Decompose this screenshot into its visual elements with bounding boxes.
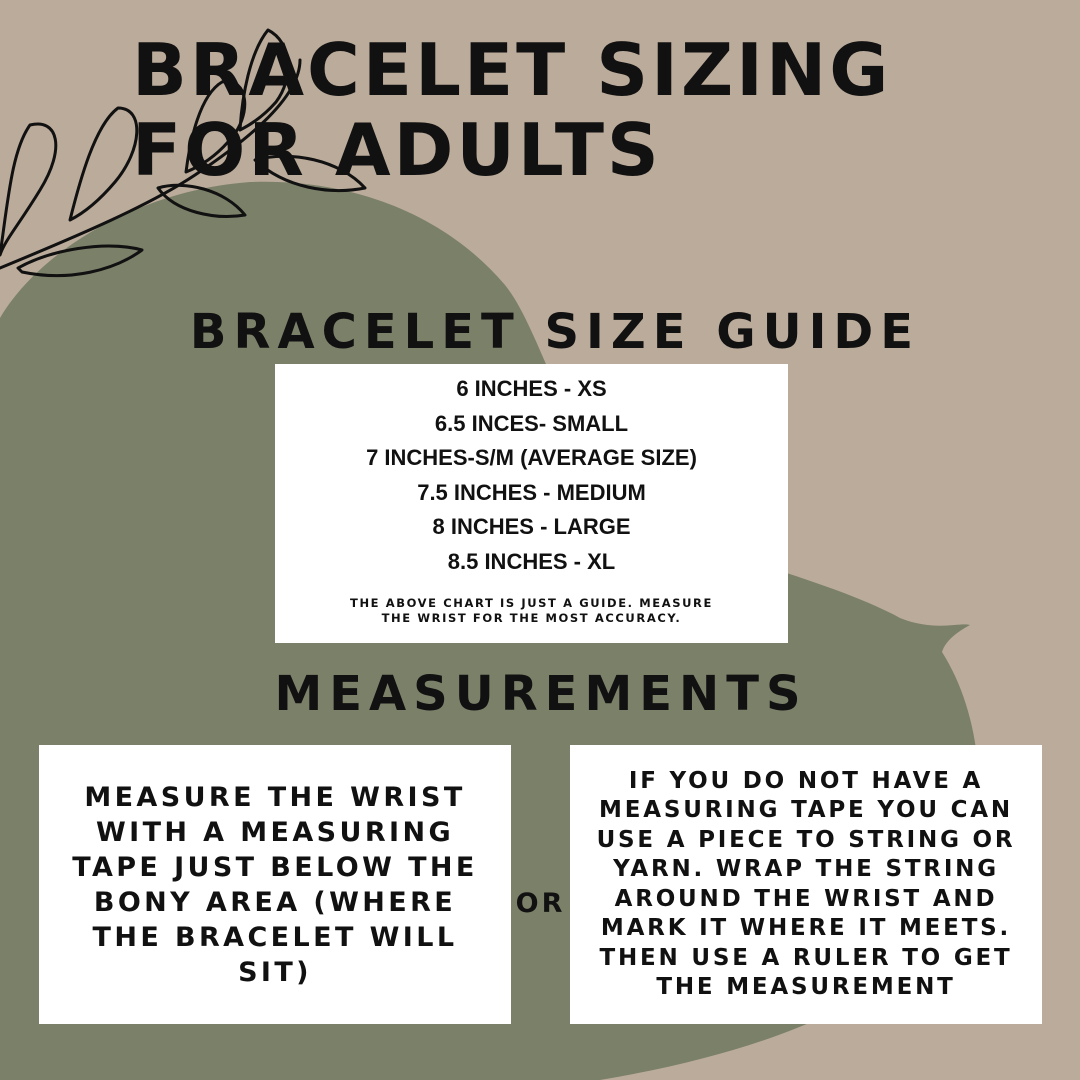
size-guide-note-line-2: THE WRIST FOR THE MOST ACCURACY. [381,610,682,625]
or-separator: OR [515,888,566,919]
string-measure-card [570,745,1042,1024]
size-item-xl: 8.5 INCHES - XL [447,548,616,574]
page-title-line-1: BRACELET SIZING [132,28,892,112]
page-title-line-2: FOR ADULTS [132,108,662,192]
size-list [275,372,788,580]
size-item-large: 8 INCHES - LARGE [432,514,631,540]
size-guide-heading: BRACELET SIZE GUIDE [189,304,921,360]
size-item-sm: 7 INCHES-S/M (AVERAGE SIZE) [366,445,697,471]
size-guide-note [322,596,742,626]
size-item-xs: 6 INCHES - XS [456,376,607,401]
tape-measure-card [39,745,511,1024]
size-item-small: 6.5 INCES- SMALL [434,410,629,436]
page-title [132,30,891,190]
measurements-heading: MEASUREMENTS [274,666,808,722]
tape-measure-instruction: MEASURE THE WRIST WITH A MEASURING TAPE JUST BELOW THE BONY AREA (WHERE THE BRACELET WILL SIT) [72,781,478,988]
size-item-medium: 7.5 INCHES - MEDIUM [417,479,646,505]
size-guide-card [275,364,788,643]
size-guide-note-line-1: THE ABOVE CHART IS JUST A GUIDE. MEASURE [350,595,713,610]
string-measure-instruction: IF YOU DO NOT HAVE A MEASURING TAPE YOU CAN USE A PIECE TO STRING OR YARN. WRAP THE STRING AROUND THE WRIST AND MARK IT WHERE IT MEETS. THEN USE A RULER TO GET THE MEASUREMENT [596,767,1016,1000]
